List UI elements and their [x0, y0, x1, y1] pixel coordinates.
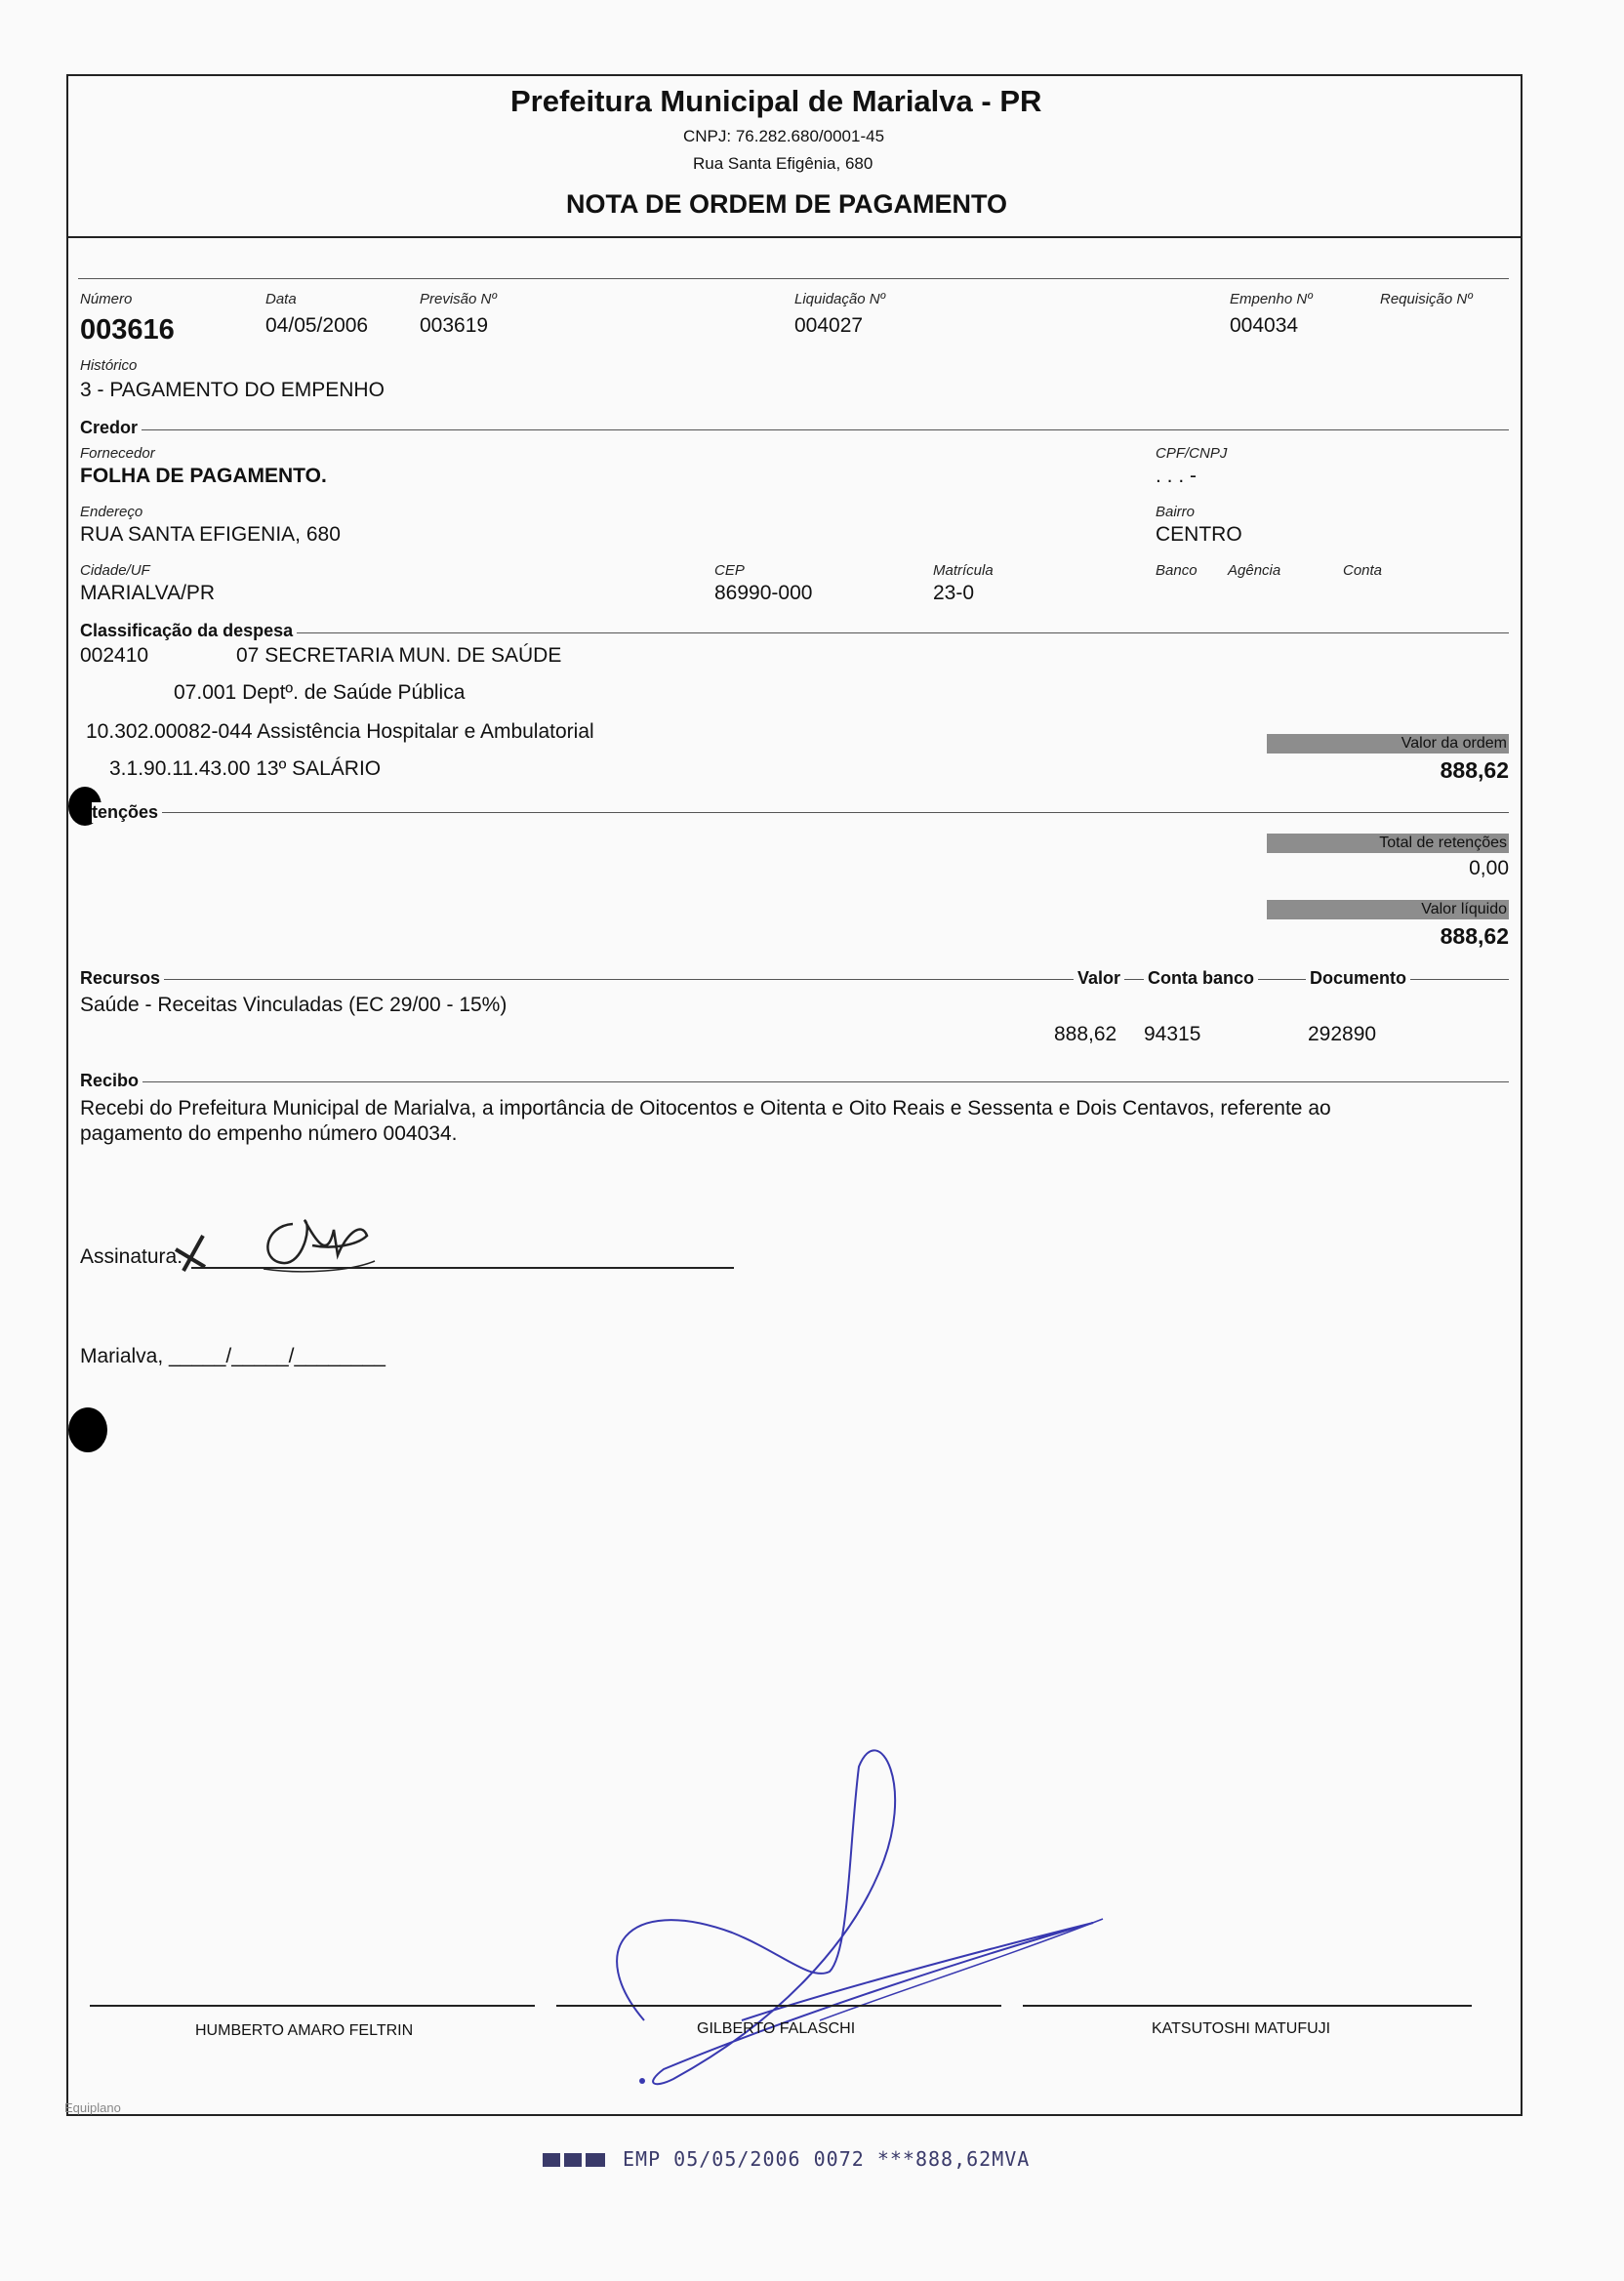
signatory-3-name: KATSUTOSHI MATUFUJI	[1152, 2020, 1331, 2037]
empenho-label: Empenho Nº	[1230, 291, 1313, 307]
data-value: 04/05/2006	[265, 314, 369, 337]
endereco-label: Endereço	[80, 504, 143, 520]
recursos-descricao: Saúde - Receitas Vinculadas (EC 29/00 - 15%)	[80, 994, 508, 1016]
local-data-line: Marialva, _____/_____/________	[80, 1345, 386, 1367]
assinatura-label: Assinatura:	[80, 1245, 183, 1268]
punch-hole-bottom	[68, 1407, 107, 1452]
liquidacao-label: Liquidação Nº	[794, 291, 886, 307]
authentication-stamp: EMP 05/05/2006 0072 ***888,62MVA	[623, 2147, 1031, 2171]
valor-ordem-value: 888,62	[1440, 757, 1509, 783]
programa-text: 10.302.00082-044 Assistência Hospitalar e Ambulatorial	[86, 720, 594, 743]
total-retencoes-label: Total de retenções	[1267, 834, 1509, 853]
endereco-value: RUA SANTA EFIGENIA, 680	[80, 523, 341, 546]
top-rule	[78, 278, 1509, 279]
municipality-title: Prefeitura Municipal de Marialva - PR	[510, 84, 1042, 118]
signature-line-3	[1023, 2005, 1472, 2007]
historico-value: 3 - PAGAMENTO DO EMPENHO	[80, 379, 385, 401]
total-retencoes-value: 0,00	[1469, 857, 1509, 879]
recibo-text-line2: pagamento do empenho número 004034.	[80, 1122, 458, 1145]
departamento-text: 07.001 Deptº. de Saúde Pública	[174, 681, 466, 704]
valor-ordem-label: Valor da ordem	[1267, 734, 1509, 754]
recursos-documento-header: Documento	[1306, 968, 1410, 989]
credor-rule	[80, 429, 1509, 430]
cpf-value: . . . -	[1156, 465, 1197, 487]
matricula-value: 23-0	[933, 582, 975, 604]
previsao-label: Previsão Nº	[420, 291, 497, 307]
recibo-rule	[80, 1081, 1509, 1082]
bairro-value: CENTRO	[1156, 523, 1242, 546]
classificacao-section-title: Classificação da despesa	[80, 621, 297, 641]
recursos-conta-banco: 94315	[1144, 1023, 1201, 1045]
recursos-rule	[80, 979, 1509, 980]
classificacao-codigo: 002410	[80, 644, 149, 667]
signatory-1-name: HUMBERTO AMARO FELTRIN	[195, 2022, 414, 2039]
official-signature	[586, 1728, 1132, 2098]
requisicao-label: Requisição Nº	[1380, 291, 1473, 307]
previsao-value: 003619	[420, 314, 489, 337]
signature-line-2	[556, 2005, 1001, 2007]
empenho-value: 004034	[1230, 314, 1299, 337]
data-label: Data	[265, 291, 297, 307]
address-text: Rua Santa Efigênia, 680	[693, 154, 873, 173]
equiplano-brand: Equiplano	[64, 2100, 121, 2115]
header-divider	[66, 236, 1522, 238]
historico-label: Histórico	[80, 357, 138, 374]
fornecedor-value: FOLHA DE PAGAMENTO.	[80, 465, 327, 487]
numero-value: 003616	[80, 314, 175, 346]
agencia-label: Agência	[1228, 562, 1281, 579]
recursos-documento: 292890	[1308, 1023, 1377, 1045]
recursos-conta-banco-header: Conta banco	[1144, 968, 1258, 989]
bairro-label: Bairro	[1156, 504, 1196, 520]
conta-label: Conta	[1343, 562, 1383, 579]
recursos-section-title: Recursos	[80, 968, 164, 989]
valor-liquido-label: Valor líquido	[1267, 900, 1509, 919]
secretaria-text: 07 SECRETARIA MUN. DE SAÚDE	[236, 644, 562, 667]
recibo-section-title: Recibo	[80, 1071, 142, 1091]
cidade-value: MARIALVA/PR	[80, 582, 216, 604]
liquidacao-value: 004027	[794, 314, 864, 337]
valor-liquido-value: 888,62	[1440, 923, 1509, 949]
matricula-label: Matrícula	[933, 562, 994, 579]
cpf-label: CPF/CNPJ	[1156, 445, 1228, 462]
banco-label: Banco	[1156, 562, 1198, 579]
recursos-valor-header: Valor	[1074, 968, 1124, 989]
fornecedor-label: Fornecedor	[80, 445, 155, 462]
cep-label: CEP	[714, 562, 745, 579]
cnpj-text: CNPJ: 76.282.680/0001-45	[683, 127, 885, 145]
authentication-logo-icon	[541, 2149, 609, 2171]
cidade-label: Cidade/UF	[80, 562, 150, 579]
signatory-2-name: GILBERTO FALASCHI	[697, 2020, 856, 2037]
numero-label: Número	[80, 291, 133, 307]
recipient-signature	[166, 1206, 381, 1284]
signature-line-1	[90, 2005, 535, 2007]
document-title: NOTA DE ORDEM DE PAGAMENTO	[566, 189, 1008, 219]
elemento-text: 3.1.90.11.43.00 13º SALÁRIO	[109, 757, 382, 780]
credor-section-title: Credor	[80, 418, 142, 438]
recibo-text-line1: Recebi do Prefeitura Municipal de Marialva, a importância de Oitocentos e Oitenta e Oito Reais e Sessenta e Dois Centavos, referente ao	[80, 1097, 1331, 1120]
cep-value: 86990-000	[714, 582, 813, 604]
retencoes-section-title: tenções	[92, 802, 162, 823]
recursos-valor: 888,62	[1054, 1023, 1117, 1045]
retencoes-rule	[92, 812, 1509, 813]
